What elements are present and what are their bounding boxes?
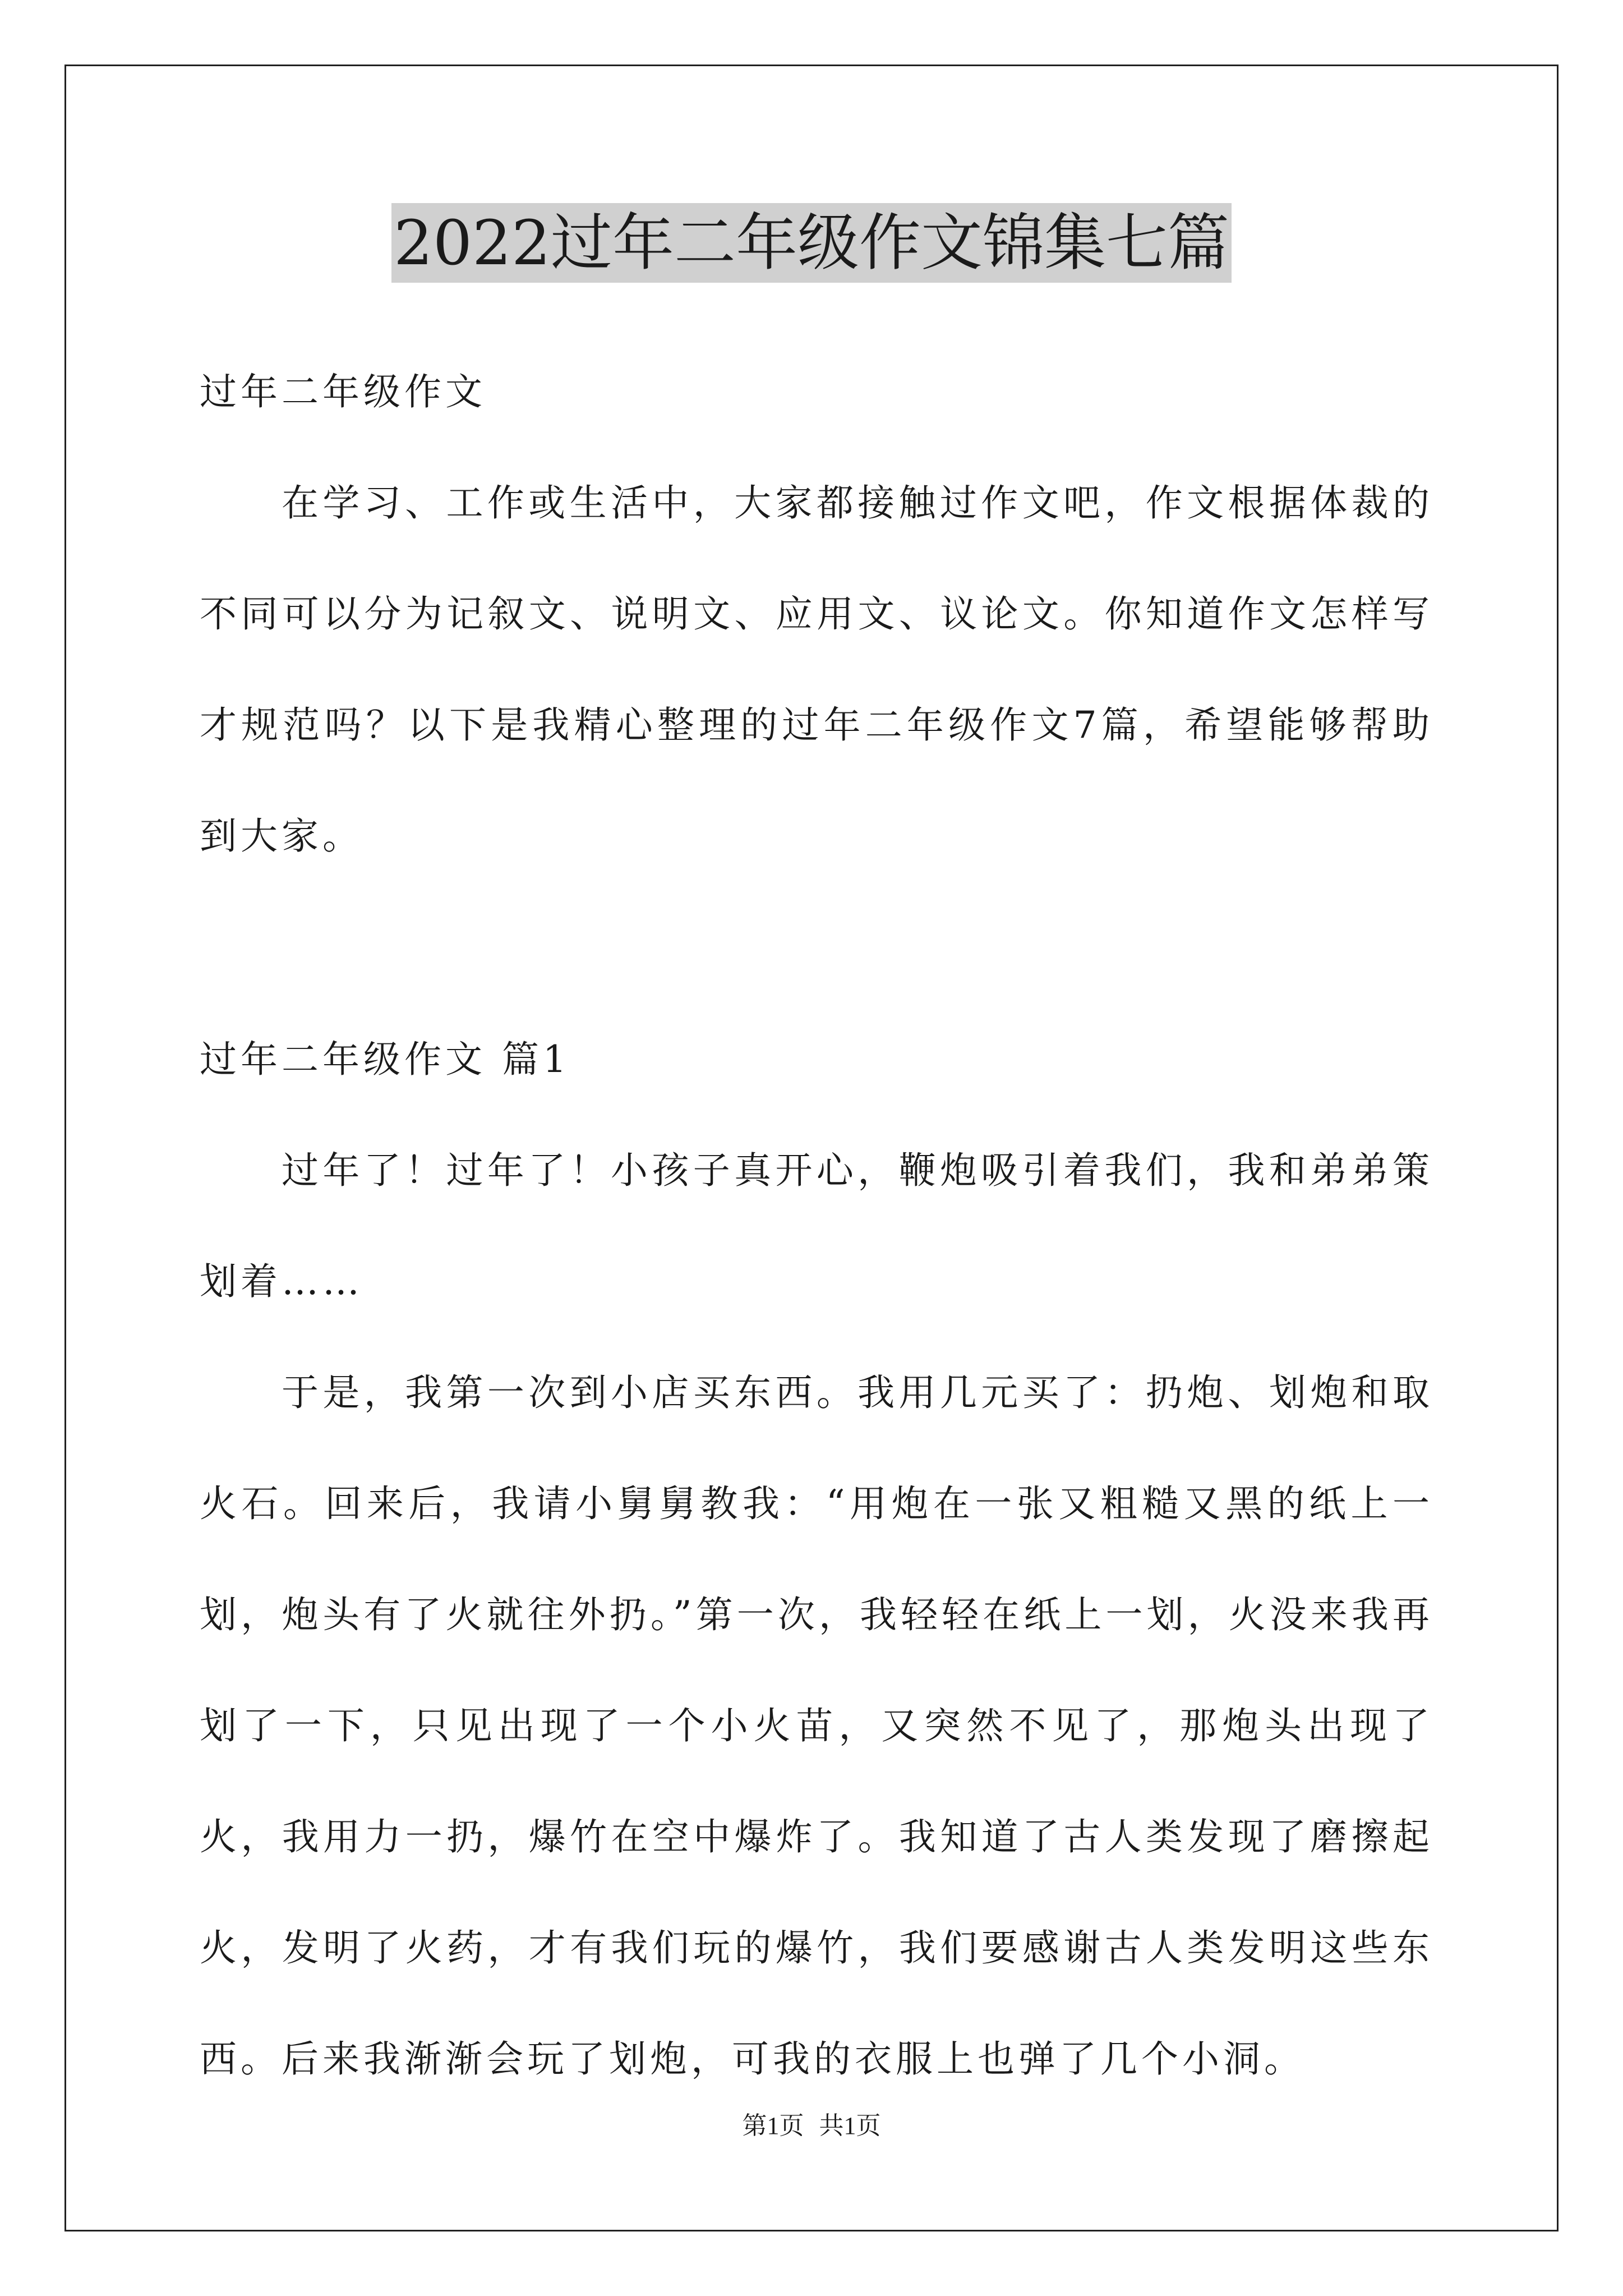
intro-paragraph: 在学习、工作或生活中，大家都接触过作文吧，作文根据体裁的不同可以分为记叙文、说明文、应用文、议论文。你知道作文怎样写才规范吗？以下是我精心整理的过年二年级作文7篇，希望能够帮助到大家。 xyxy=(200,481,1433,858)
section1-paragraph-2: 于是，我第一次到小店买东西。我用几元买了：扔炮、划炮和取火石。回来后，我请小舅舅教我：“用炮在一张又粗糙又黑的纸上一划，炮头有了火就往外扔。”第一次，我轻轻在纸上一划，火没来我再划了一下，只见出现了一个小火苗，又突然不见了，那炮头出现了火，我用力一扔，爆竹在空中爆炸了。我知道了古人类发现了磨擦起火，发明了火药，才有我们玩的爆竹，我们要感谢古人类发明这些东西。后来我渐渐会玩了划炮，可我的衣服上也弹了几个小洞。 xyxy=(200,1371,1433,2081)
page-total: 共1页 xyxy=(819,2112,881,2139)
section-spacer xyxy=(200,892,1433,1004)
title-container xyxy=(0,203,1623,283)
section1-paragraph-1: 过年了！过年了！小孩子真开心，鞭炮吸引着我们，我和弟弟策划着…… xyxy=(200,1149,1433,1303)
page-footer xyxy=(0,2109,1623,2143)
intro-heading: 过年二年级作文 xyxy=(200,370,486,413)
page-number: 第1页 xyxy=(742,2112,804,2139)
document-body xyxy=(200,337,1433,2115)
section1-heading: 过年二年级作文 篇1 xyxy=(200,1038,570,1081)
document-title: 2022过年二年级作文锦集七篇 xyxy=(391,203,1232,283)
